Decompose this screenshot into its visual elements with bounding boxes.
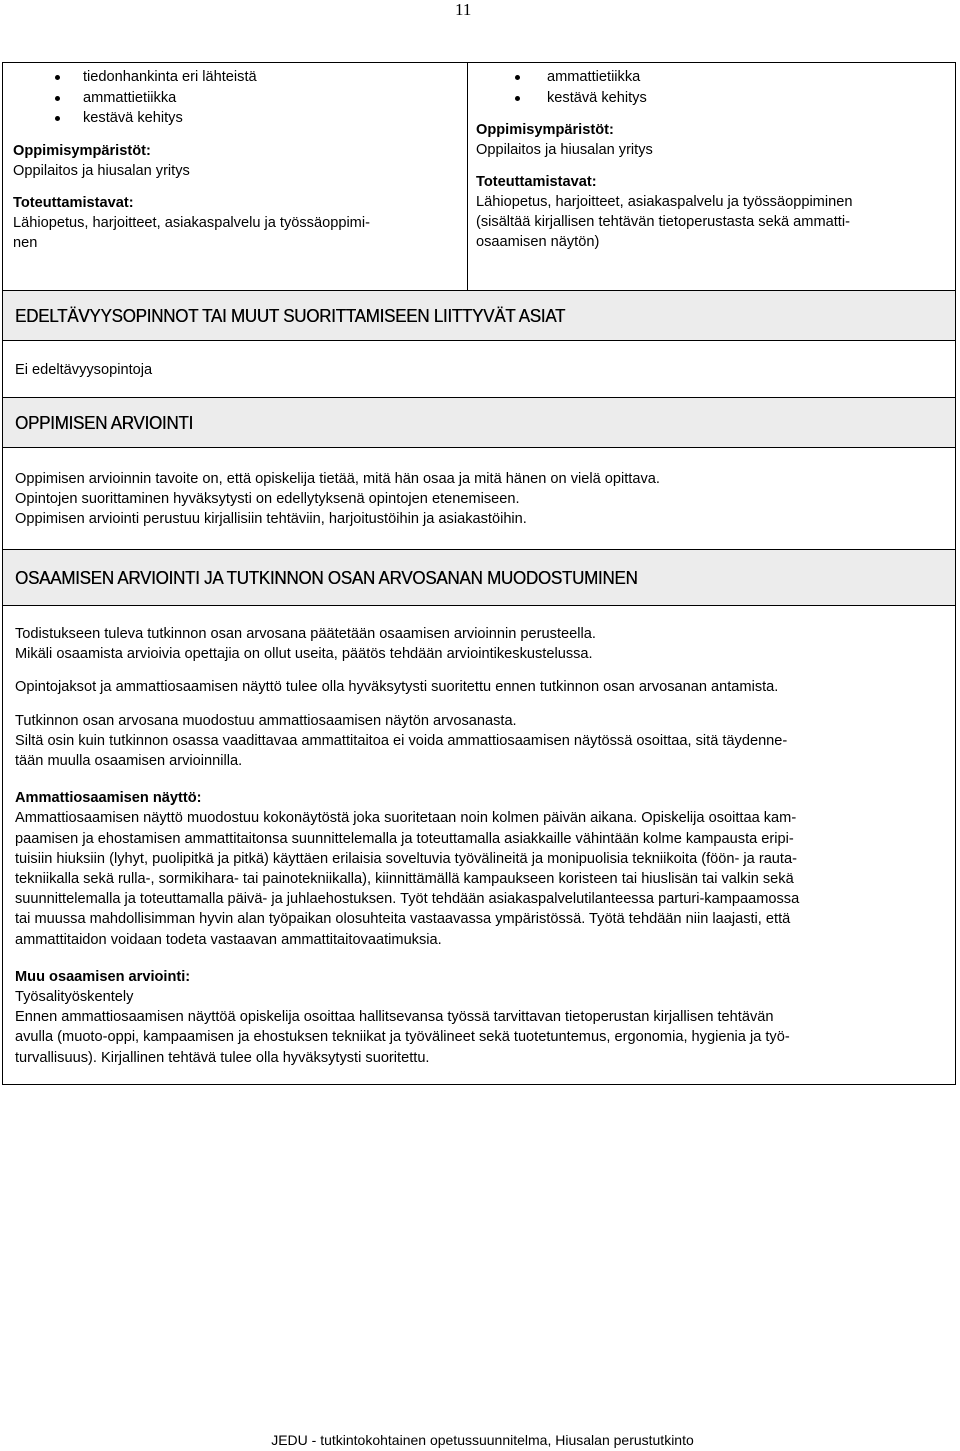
paragraph-line: paamisen ja ehostamisen ammattitaitonsa suunnittelemalla ja toteuttamalla asiakkaille vähintään kolme kampausta eripi- bbox=[15, 830, 794, 847]
right-bullet-list bbox=[476, 67, 945, 108]
other-assessment-subtitle: Työsalityöskentely bbox=[15, 989, 134, 1006]
other-assessment-label: Muu osaamisen arviointi: bbox=[15, 968, 191, 985]
list-item: tiedonhankinta eri lähteistä bbox=[13, 67, 457, 88]
paragraph-line: Todistukseen tuleva tutkinnon osan arvosana päätetään osaamisen arvioinnin perusteella. bbox=[15, 626, 596, 642]
page-number: 11 bbox=[455, 0, 472, 19]
paragraph-line: ammattitaidon voidaan todeta vastaavan ammattitaitovaatimuksia. bbox=[15, 931, 442, 948]
methods-label: Toteuttamistavat: bbox=[476, 174, 597, 190]
paragraph-line: tai muussa mahdollisimman hyvin alan työpaikan olosuhteita vastaavassa ympäristössä. Työtä tehdään niin laajasti, että bbox=[15, 911, 791, 928]
paragraph-line: Opintojaksot ja ammattiosaamisen näyttö tulee olla hyväksytysti suoritettu ennen tutkinnon osan arvosanan antamista. bbox=[15, 679, 779, 696]
left-column bbox=[3, 63, 468, 290]
methods-text: (sisältää kirjallisen tehtävän tietoperustasta sekä ammatti- bbox=[476, 214, 850, 230]
prerequisites-content bbox=[3, 341, 955, 398]
environments-label: Oppimisympäristöt: bbox=[13, 142, 151, 159]
list-item: ammattietiikka bbox=[13, 88, 457, 109]
curriculum-table bbox=[2, 62, 956, 1085]
paragraph-line: Oppimisen arvioinnin tavoite on, että opiskelija tietää, mitä hän osaa ja mitä hänen on vielä opittava. bbox=[15, 471, 660, 487]
paragraph-line: Mikäli osaamista arvioivia opettajia on ollut useita, päätös tehdään arviointikeskustelussa. bbox=[15, 646, 593, 663]
methods-label: Toteuttamistavat: bbox=[13, 194, 134, 211]
right-column bbox=[468, 63, 955, 290]
paragraph-line: turvallisuus). Kirjallinen tehtävä tulee olla hyväksytysti suoritettu. bbox=[15, 1049, 430, 1066]
section-heading: OSAAMISEN ARVIOINTI JA TUTKINNON OSAN ARVOSANAN MUODOSTUMINEN bbox=[15, 566, 638, 588]
page-footer: JEDU - tutkintokohtainen opetussuunnitelma, Hiusalan perustutkinto bbox=[271, 1432, 694, 1448]
methods-row bbox=[3, 63, 955, 291]
methods-text: nen bbox=[13, 234, 38, 251]
assessment-heading-row bbox=[3, 398, 955, 448]
paragraph-line: tään muulla osaamisen arvioinnilla. bbox=[15, 753, 243, 770]
methods-text: Lähiopetus, harjoitteet, asiakaspalvelu ja työssäoppiminen bbox=[476, 194, 853, 210]
environments-label: Oppimisympäristöt: bbox=[476, 122, 614, 138]
assessment-content bbox=[3, 448, 955, 550]
demo-label: Ammattiosaamisen näyttö: bbox=[15, 790, 202, 807]
section-heading: EDELTÄVYYSOPINNOT TAI MUUT SUORITTAMISEEN LIITTYVÄT ASIAT bbox=[15, 304, 566, 326]
paragraph-line: Ennen ammattiosaamisen näyttöä opiskelija osoittaa hallitsevansa työssä tarvittavan tietoperustan kirjallisen tehtävän bbox=[15, 1009, 774, 1026]
methods-text: osaamisen näytön) bbox=[476, 234, 600, 250]
section-heading: OPPIMISEN ARVIOINTI bbox=[15, 411, 193, 433]
list-item: kestävä kehitys bbox=[476, 88, 945, 109]
grading-heading-row bbox=[3, 550, 955, 606]
paragraph-line: Tutkinnon osan arvosana muodostuu ammattiosaamisen näytön arvosanasta. bbox=[15, 712, 517, 729]
list-item: kestävä kehitys bbox=[13, 108, 457, 129]
paragraph-line: Siltä osin kuin tutkinnon osassa vaadittavaa ammattitaitoa ei voida ammattiosaamisen näytössä osoittaa, sitä täydenne- bbox=[15, 732, 788, 749]
list-item: ammattietiikka bbox=[476, 67, 945, 88]
paragraph-line: Ammattiosaamisen näyttö muodostuu kokonäytöstä joka suoritetaan noin kolmen päivän aikana. Opiskelija osoittaa kam- bbox=[15, 810, 797, 827]
paragraph-line: Oppimisen arviointi perustuu kirjallisiin tehtäviin, harjoitustöihin ja asiakastöihin. bbox=[15, 511, 527, 528]
grading-content bbox=[3, 606, 955, 1084]
environments-text: Oppilaitos ja hiusalan yritys bbox=[476, 142, 653, 158]
paragraph-line: suunnittelemalla ja toteuttamalla päivä- ja juhlaehostuksen. Työt tehdään asiakaspalvelutilanteessa parturi-kampaamossa bbox=[15, 891, 800, 908]
prerequisites-heading-row bbox=[3, 291, 955, 341]
paragraph-line: tuisiin hiuksiin (lyhyt, puolipitkä ja pitkä) käyttäen erilaisia soveltuvia työvälineitä ja monipuolisia tekniikoita (föön- ja rauta- bbox=[15, 850, 797, 867]
methods-text: Lähiopetus, harjoitteet, asiakaspalvelu ja työssäoppimi- bbox=[13, 214, 370, 231]
paragraph-line: tekniikalla sekä rulla-, sormikihara- tai painotekniikalla), kiinnittämällä kampaukseen koristeen tai hiuslisän tai valkin sekä bbox=[15, 871, 794, 888]
left-bullet-list bbox=[13, 67, 457, 129]
environments-text: Oppilaitos ja hiusalan yritys bbox=[13, 162, 190, 179]
paragraph-line: Opintojen suorittaminen hyväksytysti on edellytyksenä opintojen etenemiseen. bbox=[15, 491, 520, 508]
paragraph-line: avulla (muoto-oppi, kampaamisen ja ehostuksen tekniikat ja työvälineet sekä tuotetuntemus, ergonomia, hygienia ja työ- bbox=[15, 1029, 790, 1046]
prerequisites-text: Ei edeltävyysopintoja bbox=[15, 362, 153, 378]
